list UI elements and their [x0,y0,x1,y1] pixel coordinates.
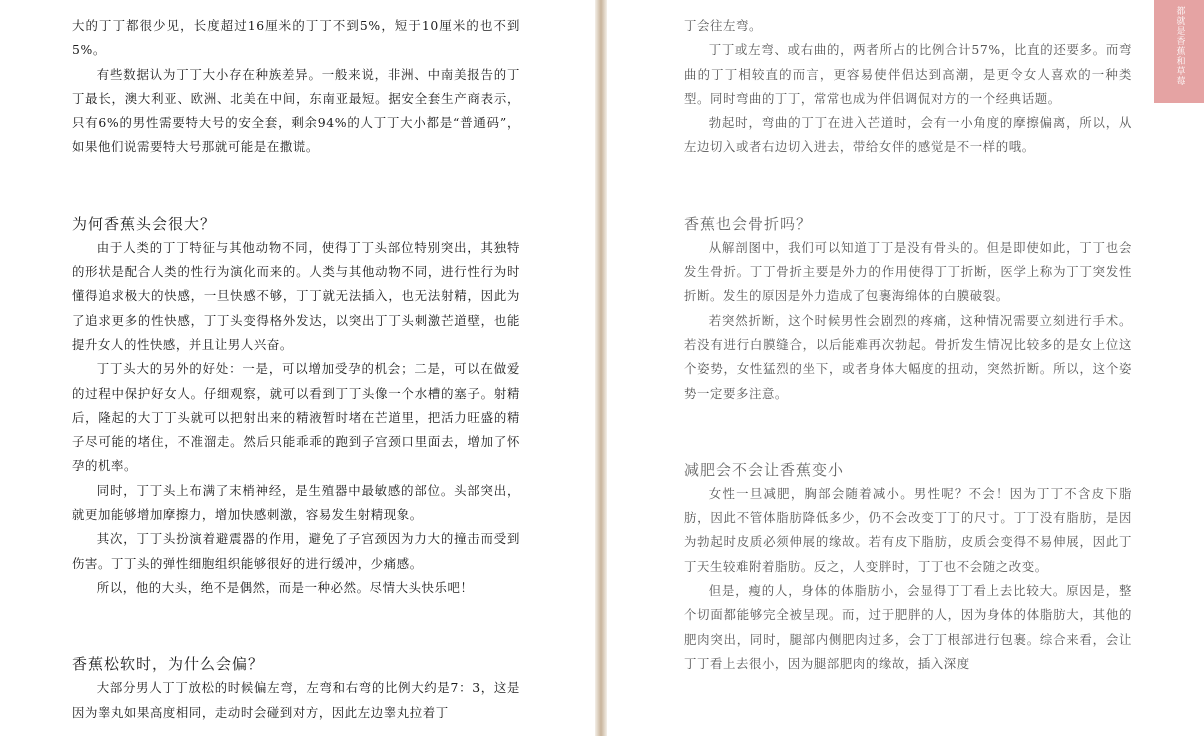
section-spacer [72,160,520,190]
right-intro-paragraph-2: 丁丁或左弯、或右曲的，两者所占的比例合计57%，比直的还要多。而弯曲的丁丁相较直的而言，更容易使伴侣达到高潮，是更令女人喜欢的一种类型。同时弯曲的丁丁，常常也成为伴侣调侃对方的一个经典话题。 [684,42,1132,106]
big-head-paragraph-3: 同时，丁丁头上布满了末梢神经，是生殖器中最敏感的部位。头部突出，就更加能够增加摩擦力，增加快感刺激，容易发生射精现象。 [72,482,520,523]
right-page [607,0,1204,736]
section-spacer [72,190,520,212]
big-head-paragraph-5: 所以，他的大头，绝不是偶然，而是一种必然。尽情大头快乐吧！ [96,579,474,595]
chapter-side-tab [1154,0,1204,103]
weight-loss-paragraph-1: 女性一旦减肥，胸部会随着减小。男性呢？不会！因为丁丁不含皮下脂肪，因此不管体脂肪降低多少，仍不会改变丁丁的尺寸。丁丁没有脂肪，是因为勃起时皮质必须伸展的缘故。若有皮下脂肪，皮质会变得不易伸展，因此丁丁天生较难附着脂肪。反之，人变胖时，丁丁也不会随之改变。 [684,485,1132,574]
big-head-paragraph-1: 由于人类的丁丁特征与其他动物不同，使得丁丁头部位特别突出，其独特的形状是配合人类的性行为演化而来的。人类与其他动物不同，进行性行为时懂得追求极大的快感，一旦快感不够，丁丁就无法插入，也无法射精，因此为了追求更多的性快感，丁丁头变得格外发达，以突出丁丁头刺激芒道壁，也能提升女人的性快感，并且让男人兴奋。 [72,239,520,352]
right-intro-paragraph-3: 勃起时，弯曲的丁丁在进入芒道时，会有一小角度的摩擦偏离，所以，从左边切入或者右边切入进去，带给女伴的感觉是不一样的哦。 [684,115,1132,155]
book-gutter [595,0,607,736]
fracture-paragraph-2: 若突然折断，这个时候男性会剧烈的疼痛，这种情况需要立刻进行手术。若没有进行白膜缝合，以后能难再次勃起。骨折发生情况比较多的是女上位这个姿势，女性猛烈的坐下，或者身体大幅度的扭动，突然折断。所以，这个姿势一定要多注意。 [684,312,1132,401]
right-intro-paragraph-1: 丁会往左弯。 [684,18,762,33]
section-heading-curve: 香蕉松软时，为什么会偏？ [72,655,265,674]
curve-paragraph-1: 大部分男人丁丁放松的时候偏左弯，左弯和右弯的比例大约是7：3，这是因为睾丸如果高度相同，走动时会碰到对方，因此左边睾丸拉着丁 [72,680,520,720]
section-spacer [684,406,1132,436]
section-spacer [684,190,1132,212]
left-page-column [72,14,520,725]
fracture-paragraph-1: 从解剖图中，我们可以知道丁丁是没有骨头的。但是即使如此，丁丁也会发生骨折。丁丁骨折主要是外力的作用使得丁丁折断，医学上称为丁丁突发性折断。发生的原因是外力造成了包裹海绵体的白膜破裂。 [684,239,1132,304]
left-intro-paragraph-2: 有些数据认为丁丁大小存在种族差异。一般来说，非洲、中南美报告的丁丁最长，澳大利亚、欧洲、北美在中间，东南亚最短。据安全套生产商表示，只有6%的男性需要特大号的安全套，剩余94%的人丁丁大小都是“普通码”，如果他们说需要特大号那就可能是在撒谎。 [72,66,520,155]
section-heading-big-head: 为何香蕉头会很大？ [72,214,217,233]
section-spacer [72,600,520,630]
section-spacer [72,630,520,652]
right-page-column [684,14,1132,676]
section-heading-weight-loss: 减肥会不会让香蕉变小 [684,460,845,479]
big-head-paragraph-2: 丁丁头大的另外的好处：一是，可以增加受孕的机会；二是，可以在做爱的过程中保护好女人。仔细观察，就可以看到丁丁头像一个水槽的塞子。射精后，隆起的大丁丁头就可以把射出来的精液暂时堵在芒道里，把活力旺盛的精子尽可能的堵住，不准溜走。然后只能乖乖的跑到子宫颈口里面去，增加了怀孕的机率。 [72,361,520,474]
chapter-side-tab-label: 都就是香蕉和草莓 [1174,6,1185,86]
section-spacer [684,436,1132,458]
section-spacer [684,160,1132,190]
left-page [0,0,595,736]
left-intro-paragraph-1: 大的丁丁都很少见，长度超过16厘米的丁丁不到5%，短于10厘米的也不到5%。 [72,18,520,58]
section-heading-fracture: 香蕉也会骨折吗？ [684,214,813,233]
big-head-paragraph-4: 其次，丁丁头扮演着避震器的作用，避免了子宫颈因为力大的撞击而受到伤害。丁丁头的弹性细胞组织能够很好的进行缓冲，少痛感。 [72,531,520,571]
weight-loss-paragraph-2: 但是，瘦的人，身体的体脂肪小，会显得丁丁看上去比较大。原因是，整个切面都能够完全被呈现。而，过于肥胖的人，因为身体的体脂肪大，其他的肥肉突出，同时，腿部内侧肥肉过多，会丁丁根部进行包裹。综合来看，会让丁丁看上去很小，因为腿部肥肉的缘故，插入深度 [684,583,1132,671]
